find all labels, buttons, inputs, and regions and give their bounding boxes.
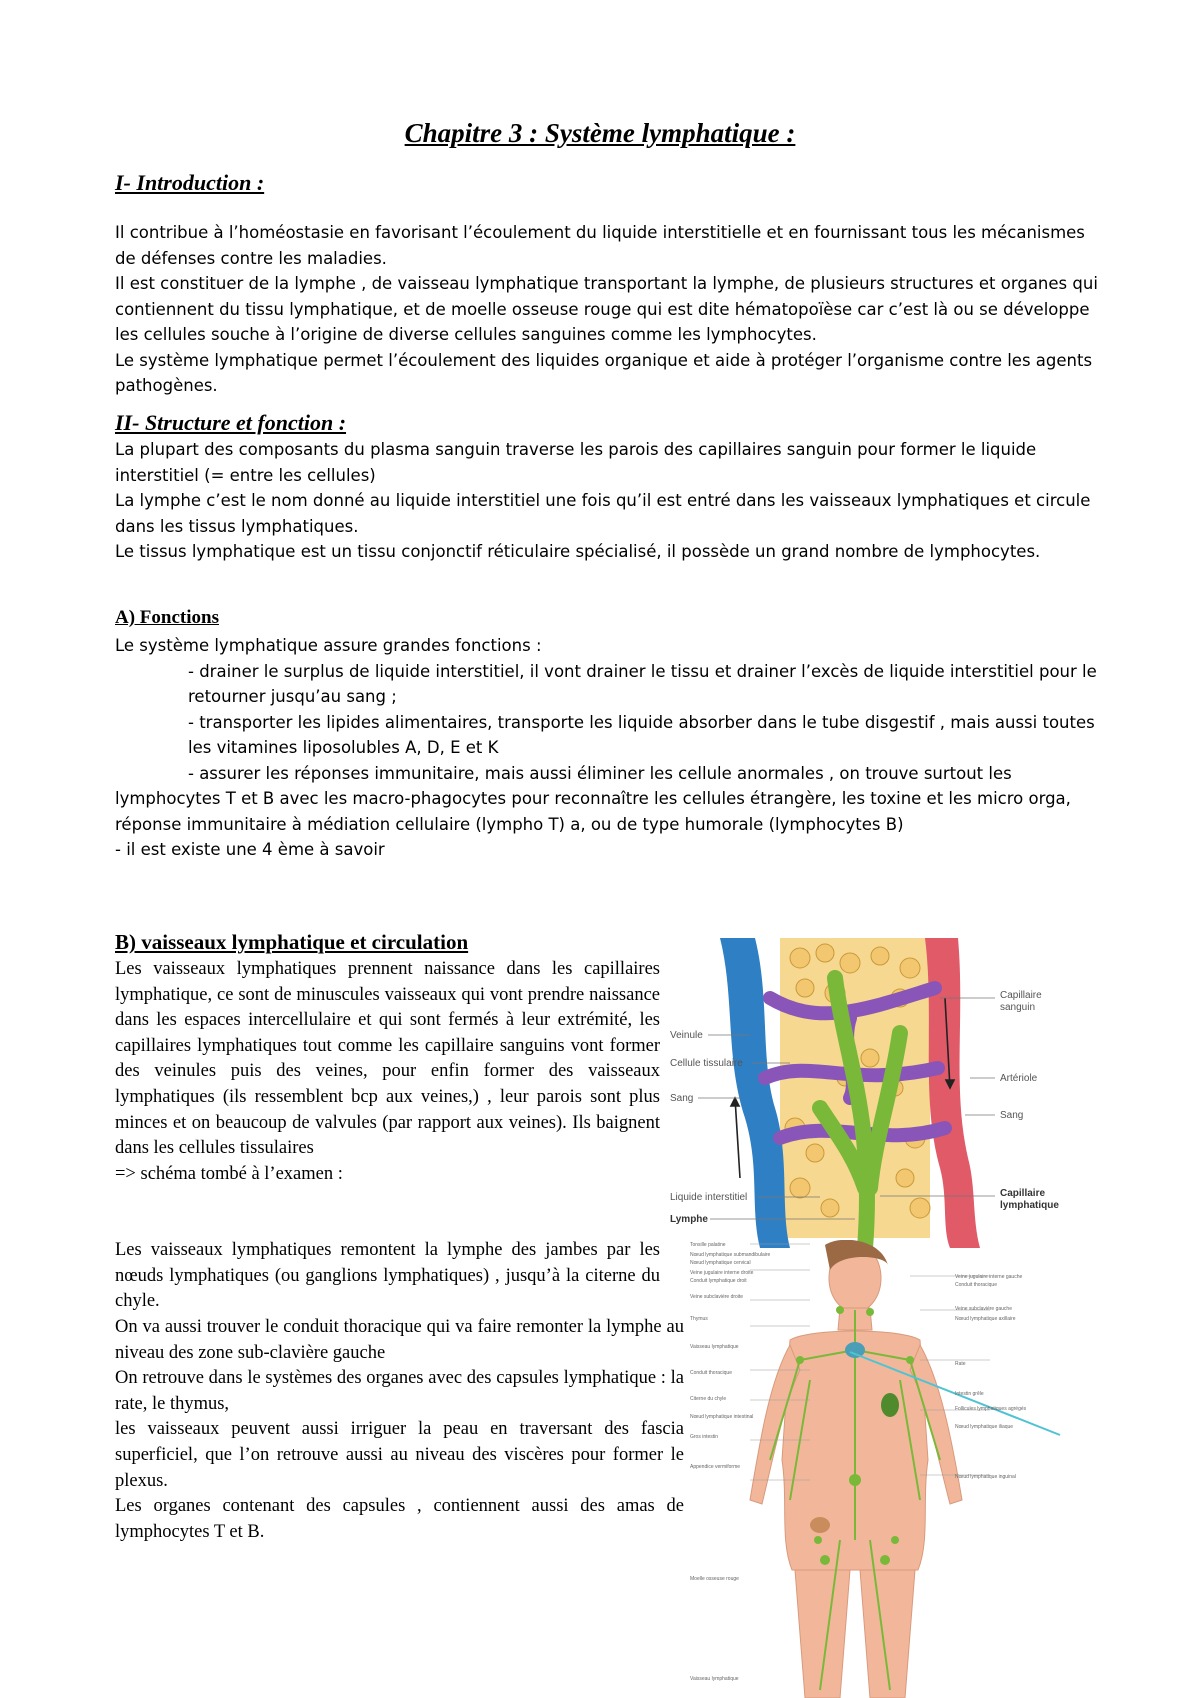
label-lymphe: Lymphe (670, 1214, 708, 1225)
body-label-right: Nœud lymphatique axillaire (955, 1316, 1016, 1322)
fonction-item: - il est existe une 4 ème à savoir (115, 840, 385, 859)
body-label-left: Gros intestin (690, 1434, 719, 1440)
vaisseaux-paragraph: On va aussi trouver le conduit thoracique qui va faire remonter la lymphe au niveau des zone sub-clavière gauche (115, 1317, 684, 1363)
body-label-right: Intestin grêle (955, 1391, 984, 1397)
vaisseaux-paragraph: On retrouve dans le systèmes des organes avec des capsules lymphatique : la rate, le thymus, (115, 1368, 684, 1414)
fonction-item: - drainer le surplus de liquide interstitiel, il vont drainer le tissu et drainer l’excès de liquide interstitiel pour le retourner jusqu’au sang ; (188, 661, 1097, 706)
structure-heading: II- Structure et fonction : (115, 410, 347, 435)
vaisseaux-paragraph: Les vaisseaux lymphatiques prennent naissance dans les capillaires lymphatique, ce sont de minuscules vaisseaux qui vont prendre naissance dans les espaces intercellulaire et qui sont fermés à leur extrémité, les capillaires lymphatiques tout comme les capillaire sanguins vont former des veinules puis des veines, pour enfin former des vaisseaux lymphatiques (ils ressemblent bcp aux veines,) , leur parois sont plus minces et on beaucoup de valvules (par rapport aux veines). Ils baignent dans les cellules tissulaires (115, 959, 660, 1159)
vaisseaux-paragraph: Les organes contenant des capsules , contiennent aussi des amas de lymphocytes T et B. (115, 1496, 684, 1542)
structure-paragraph: La lymphe c’est le nom donné au liquide interstitiel une fois qu’il est entré dans les vaisseaux lymphatiques et circule dans les tissus lymphatiques. (115, 491, 1091, 536)
fonction-item: - assurer les réponses immunitaire, mais aussi éliminer les cellule anormales , on trouve surtout les (188, 763, 1012, 783)
page-title: Chapitre 3 : Système lymphatique : (404, 118, 796, 148)
label-arteriole: Artériole (1000, 1073, 1038, 1084)
body-label-left: Conduit lymphatique droit (690, 1278, 747, 1284)
capillary-diagram (670, 938, 1070, 1248)
body-label-right: Conduit thoracique (955, 1282, 997, 1288)
body-label-left: Moelle osseuse rouge (690, 1576, 739, 1582)
vaisseaux-text-mid (115, 1238, 660, 1315)
fonction-item-continued: lymphocytes T et B avec les macro-phagocytes pour reconnaître les cellules étrangère, les toxine et les micro orga, réponse immunitaire à médiation cellulaire (lympho T) a, ou de type humorale (lymphocytes B) (115, 789, 1071, 834)
body-label-right: Rate (955, 1361, 966, 1367)
label-capillaire-sanguin: Capillaire (1000, 990, 1042, 1001)
structure-paragraph: La plupart des composants du plasma sanguin traverse les parois des capillaires sanguin pour former le liquide interstitiel (= entre les cellules) (115, 440, 1037, 485)
label-veinule: Veinule (670, 1030, 703, 1041)
body-label-left: Vaisseau lymphatique (690, 1344, 739, 1350)
label-capillaire-sanguin-2: sanguin (1000, 1002, 1036, 1013)
label-capillaire-lymphatique-2: lymphatique (1000, 1200, 1059, 1211)
fonctions-heading: A) Fonctions (115, 607, 219, 628)
body-label-left: Nœud lymphatique intestinal (690, 1414, 754, 1420)
fonctions-text (115, 633, 1100, 863)
body-label-left: Citerne du chyle (690, 1396, 727, 1402)
fonction-item: - transporter les lipides alimentaires, transporte les liquide absorber dans le tube disgestif , mais aussi toutes les vitamines liposolubles A, D, E et K (188, 712, 1095, 757)
vaisseaux-paragraph: les vaisseaux peuvent aussi irriguer la peau en traversant des fascia superficiel, que l’on retrouve aussi au niveau des viscères pour former le plexus. (115, 1419, 684, 1491)
body-label-left: Nœud lymphatique submandibulaire (690, 1252, 771, 1258)
label-sang-left: Sang (670, 1093, 694, 1104)
label-cellule: Cellule tissulaire (670, 1058, 743, 1069)
vaisseaux-paragraph: Les vaisseaux lymphatiques remontent la lymphe des jambes par les nœuds lymphatiques (ou ganglions lymphatiques) , jusqu’à la citerne du chyle. (115, 1240, 660, 1312)
body-label-left: Veine subclavière droite (690, 1294, 744, 1300)
intro-paragraph: Il contribue à l’homéostasie en favorisant l’écoulement du liquide interstitielle et en fournissant tous les mécanismes de défenses contre les maladies. (115, 223, 1085, 268)
label-sang-right: Sang (1000, 1110, 1024, 1121)
body-label-left: Nœud lymphatique cervical (690, 1260, 751, 1266)
vaisseaux-heading: B) vaisseaux lymphatique et circulation (115, 930, 469, 954)
label-capillaire-lymphatique: Capillaire (1000, 1188, 1046, 1199)
vaisseaux-text-lower (115, 1315, 684, 1545)
intro-heading: I- Introduction : (115, 170, 265, 195)
intro-paragraph: Le système lymphatique permet l’écoulement des liquides organique et aide à protéger l’organisme contre les agents pathogènes. (115, 350, 1093, 395)
body-label-left: Appendice vermiforme (690, 1464, 741, 1470)
fonctions-lead: Le système lymphatique assure grandes fonctions : (115, 636, 542, 655)
body-label-right: Veine jugulaire interne gauche (955, 1274, 1023, 1280)
body-label-left: Vaisseau lymphatique (690, 1676, 739, 1682)
body-label-right: Veine subclavière gauche (955, 1306, 1012, 1312)
vaisseaux-paragraph: => schéma tombé à l’examen : (115, 1163, 343, 1184)
body-label-right: Nœud lymphatique iliaque (955, 1424, 1014, 1430)
body-label-right: Nœud lymphatique inguinal (955, 1474, 1016, 1480)
body-label-left: Thymus (690, 1316, 708, 1322)
structure-paragraph: Le tissus lymphatique est un tissu conjonctif réticulaire spécialisé, il possède un grand nombre de lymphocytes. (115, 542, 1041, 561)
intro-text (115, 220, 1100, 399)
body-lymphatic-figure (690, 1240, 1080, 1698)
body-label-right: Follicules lymphatiques agrégés (955, 1406, 1027, 1412)
vaisseaux-text-upper (115, 957, 660, 1187)
body-label-left: Veine jugulaire interne droite (690, 1270, 754, 1276)
structure-text (115, 437, 1100, 565)
body-label-left: Tonsille palatine (690, 1242, 726, 1248)
intro-paragraph: Il est constituer de la lymphe , de vaisseau lymphatique transportant la lymphe, de plusieurs structures et organes qui contiennent du tissu lymphatique, et de moelle osseuse rouge qui est dite hématopoïèse car c’est là ou se développe les cellules souche à l’origine de diverse cellules sanguines comme les lymphocytes. (115, 274, 1098, 344)
body-label-left: Conduit thoracique (690, 1370, 732, 1376)
label-liquide: Liquide interstitiel (670, 1192, 748, 1203)
